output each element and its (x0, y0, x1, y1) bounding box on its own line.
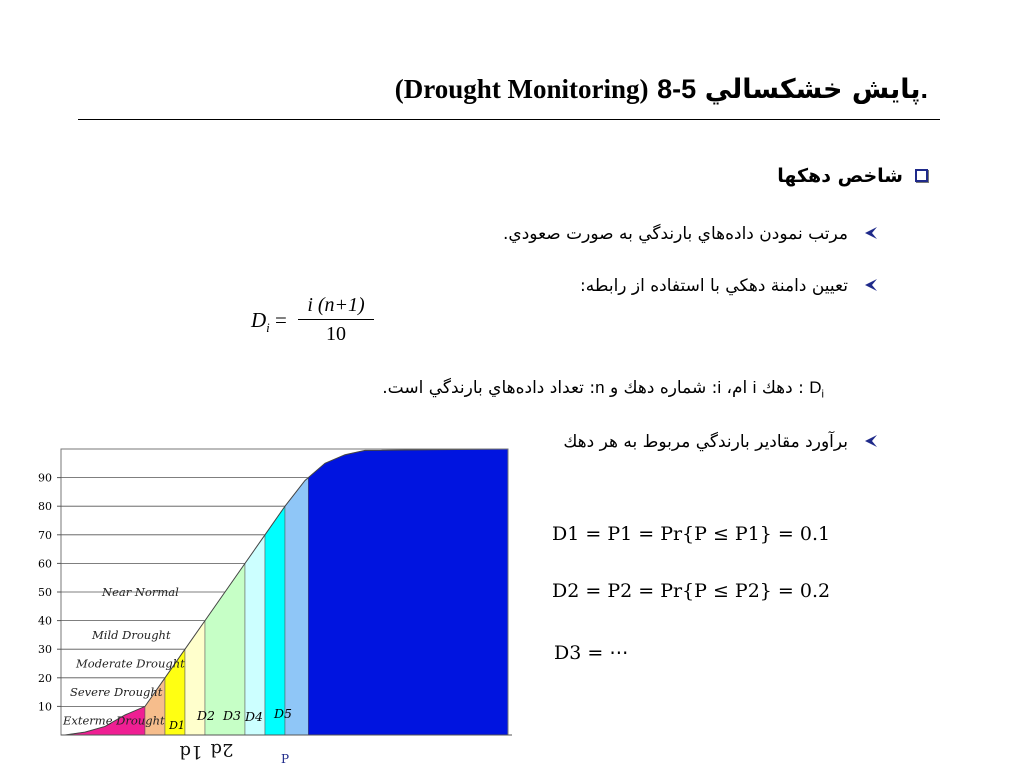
formula-denominator: 10 (326, 323, 346, 345)
section-label: شاخص دهكها (777, 165, 903, 187)
x-marker-label: P (280, 752, 290, 766)
decile-band (245, 535, 265, 735)
y-tick-label: 20 (38, 671, 52, 685)
formula-sub: i (266, 320, 270, 336)
slide-title (395, 74, 928, 105)
def-i2-text: : شماره دهك و (609, 378, 718, 398)
decile-chart (0, 440, 520, 768)
bullet-estimate (563, 432, 848, 452)
def-i1: i (752, 378, 757, 397)
arrowhead-bullet-icon (864, 278, 878, 292)
title-number: 5-8. (657, 74, 928, 104)
arrowhead-bullet-icon (864, 434, 878, 448)
x-marker-label: 2d (210, 739, 234, 760)
y-tick-label: 60 (38, 557, 52, 571)
arrowhead-bullet-icon (864, 226, 878, 240)
square-bullet-icon (915, 169, 928, 182)
decile-band (308, 449, 508, 735)
drought-zone-label: Mild Drought (92, 627, 171, 642)
equation-d1: D1 = P1 = Pr{P ≤ P1} = 0.1 (552, 523, 831, 545)
bullet-text: مرتب نمودن داده‌هاي بارندگي به صورت صعودي. (503, 224, 848, 244)
def-n: n (595, 378, 605, 397)
equation-d2: D2 = P2 = Pr{P ≤ P2} = 0.2 (552, 580, 831, 602)
x-marker-label: 1d (179, 741, 203, 762)
y-tick-label: 80 (38, 500, 52, 514)
y-tick-label: 90 (38, 471, 52, 485)
decile-label: D4 (245, 709, 263, 724)
decile-band (285, 478, 308, 735)
def-d: D (809, 378, 822, 397)
def-n-text: : تعداد داده‌هاي بارندگي است. (382, 378, 596, 398)
title-persian: پايش خشكسالي (704, 74, 921, 105)
y-tick-label: 30 (38, 643, 52, 657)
formula-fraction (298, 294, 374, 346)
equation-d3: D3 = ⋯ (554, 642, 629, 664)
decile-label: D1 (169, 719, 185, 732)
drought-zone-label: Near Normal (102, 585, 179, 599)
formula-lhs (251, 308, 287, 336)
y-tick-label: 10 (38, 700, 52, 714)
drought-zone-label: Exterme Drought (63, 713, 165, 728)
bullet-range (580, 276, 848, 296)
formula-eq: = (275, 308, 287, 332)
decile-label: D5 (274, 706, 292, 721)
title-divider (78, 119, 940, 120)
y-tick-label: 50 (38, 586, 52, 599)
bullet-sort (503, 224, 848, 244)
decile-band (265, 506, 285, 735)
y-tick-label: 40 (38, 614, 52, 628)
decile-label: D3 (223, 708, 241, 723)
def-d-text: : دهك (761, 378, 804, 398)
drought-zone-label: Severe Drought (70, 685, 163, 700)
section-heading (777, 165, 928, 187)
bullet-text: تعيين دامنة دهكي با استفاده از رابطه: (580, 276, 848, 296)
formula-numerator: i (n+1) (298, 294, 374, 320)
drought-zone-label: Moderate Drought (76, 656, 185, 671)
def-d-sub: i (821, 388, 824, 401)
definition-line (382, 378, 824, 400)
formula-d: D (251, 308, 267, 332)
decile-label: D2 (197, 708, 215, 723)
bullet-text: برآورد مقادير بارندگي مربوط به هر دهك (563, 432, 848, 452)
y-tick-label: 70 (38, 528, 52, 542)
def-i2: i (717, 378, 722, 397)
def-i1-text: ام، (726, 378, 748, 398)
title-english: (Drought Monitoring) (394, 74, 649, 104)
